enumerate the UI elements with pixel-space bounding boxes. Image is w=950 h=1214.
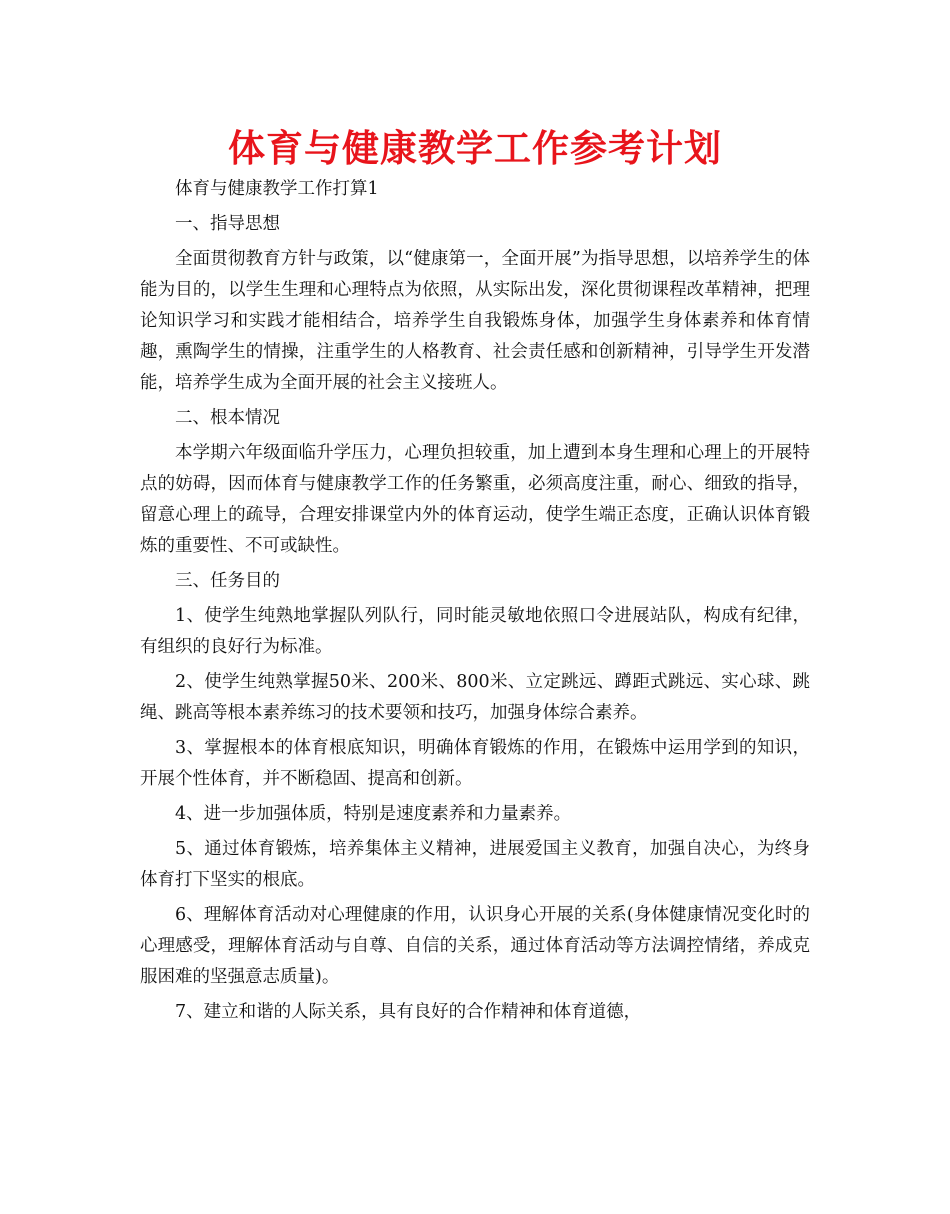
section-heading-basic-situation: 二、根本情况 [175, 408, 280, 428]
list-item-goal-7: 7、建立和谐的人际关系，具有良好的合作精神和体育道德， [175, 1002, 642, 1022]
paragraph-guiding-ideology: 全面贯彻教育方针与政策，以“健康第一，全面开展”为指导思想，以培养学生的体能为目的，以学生生理和心理特点为依照，从实际出发，深化贯彻课程改革精神，把理论知识学习和实践才能相结合，培养学生自我锻炼身体，加强学生身体素养和体育情趣，熏陶学生的情操，注重学生的人格教育、社会责任感和创新精神，引导学生开发潜能，培养学生成为全面开展的社会主义接班人。 [140, 249, 810, 393]
list-item-goal-4: 4、进一步加强体质，特别是速度素养和力量素养。 [175, 804, 572, 824]
subtitle-paragraph: 体育与健康教学工作打算1 [175, 179, 379, 199]
section-heading-task-goals: 三、任务目的 [175, 571, 280, 591]
list-item-goal-1: 1、使学生纯熟地掌握队列队行，同时能灵敏地依照口令进展站队，构成有纪律，有组织的良好行为标准。 [140, 606, 810, 657]
document-body [140, 174, 810, 1032]
list-item-goal-2: 2、使学生纯熟掌握50米、200米、800米、立定跳远、蹲距式跳远、实心球、跳绳、跳高等根本素养练习的技术要领和技巧，加强身体综合素养。 [140, 672, 810, 723]
list-item-goal-3: 3、掌握根本的体育根底知识，明确体育锻炼的作用，在锻炼中运用学到的知识，开展个性体育，并不断稳固、提高和创新。 [140, 738, 810, 789]
section-heading-guiding-ideology: 一、指导思想 [175, 214, 280, 234]
list-item-goal-5: 5、通过体育锻炼，培养集体主义精神，进展爱国主义教育，加强自决心，为终身体育打下坚实的根底。 [140, 839, 810, 890]
list-item-goal-6: 6、理解体育活动对心理健康的作用，认识身心开展的关系(身体健康情况变化时的心理感受，理解体育活动与自尊、自信的关系，通过体育活动等方法调控情绪，养成克服困难的坚强意志质量)。 [140, 905, 810, 987]
paragraph-basic-situation: 本学期六年级面临升学压力，心理负担较重，加上遭到本身生理和心理上的开展特点的妨碍，因而体育与健康教学工作的任务繁重，必须高度注重，耐心、细致的指导，留意心理上的疏导，合理安排课堂内外的体育运动，使学生端正态度，正确认识体育锻炼的重要性、不可或缺性。 [140, 443, 810, 556]
document-title: 体育与健康教学工作参考计划 [228, 127, 722, 170]
